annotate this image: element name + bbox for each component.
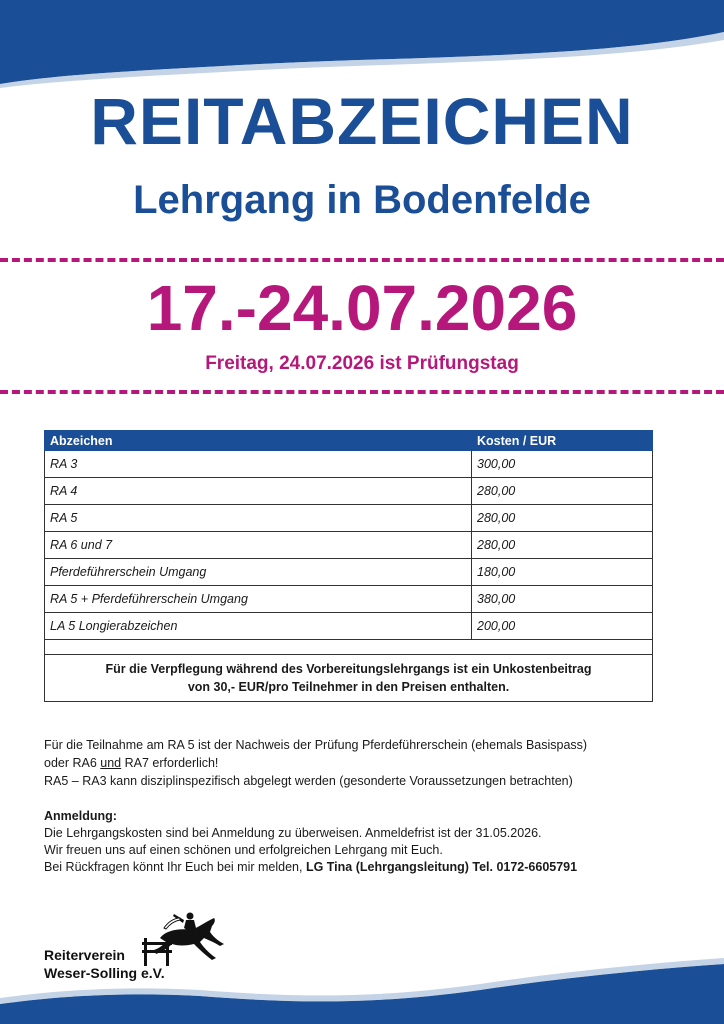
top-wave-decoration	[0, 0, 724, 90]
badge-name: LA 5 Longierabzeichen	[45, 613, 472, 640]
divider-top	[0, 258, 724, 262]
header-cost: Kosten / EUR	[472, 431, 653, 451]
info-line2	[44, 754, 684, 772]
info-line2-b: RA7 erforderlich!	[121, 756, 219, 770]
empty-cell	[45, 640, 653, 655]
badge-cost: 280,00	[472, 532, 653, 559]
info-line3: RA5 – RA3 kann disziplinspezifisch abgelegt werden (gesonderte Voraussetzungen betrachten)	[44, 774, 573, 788]
info-line1: Für die Teilnahme am RA 5 ist der Nachweis der Prüfung Pferdeführerschein (ehemals Basispass)	[44, 738, 588, 752]
badge-cost: 280,00	[472, 505, 653, 532]
club-name-line2: Weser-Solling e.V.	[44, 965, 165, 981]
badge-cost: 200,00	[472, 613, 653, 640]
table-row	[45, 613, 653, 640]
badge-name: RA 5	[45, 505, 472, 532]
table-header-row	[45, 431, 653, 451]
club-name-line1: Reiterverein	[44, 947, 125, 963]
contact-info: LG Tina (Lehrgangsleitung) Tel. 0172-6605791	[305, 860, 578, 874]
registration-line1: Die Lehrgangskosten sind bei Anmeldung zu überweisen. Anmeldefrist ist der 31.05.2026.	[44, 826, 542, 840]
table-row	[45, 532, 653, 559]
bottom-wave-decoration	[0, 934, 724, 1024]
table-note-row	[45, 655, 653, 702]
badge-name: RA 5 + Pferdeführerschein Umgang	[45, 586, 472, 613]
registration-line2: Wir freuen uns auf einen schönen und erfolgreichen Lehrgang mit Euch.	[44, 843, 443, 857]
catering-note-line1: Für die Verpflegung während des Vorbereitungslehrgangs ist ein Unkostenbeitrag	[105, 661, 592, 676]
badge-name: Pferdeführerschein Umgang	[45, 559, 472, 586]
catering-note-line2: von 30,- EUR/pro Teilnehmer in den Preisen enthalten.	[187, 680, 510, 694]
info-line2-underlined: und	[100, 756, 122, 770]
header-badge: Abzeichen	[45, 431, 472, 451]
badge-name: RA 4	[45, 478, 472, 505]
badge-cost: 300,00	[472, 451, 653, 478]
info-line2-a: oder RA6	[44, 756, 101, 770]
registration-section	[44, 808, 694, 876]
badge-cost: 280,00	[472, 478, 653, 505]
requirements-info	[44, 736, 684, 790]
registration-line3	[44, 859, 694, 876]
table-row	[45, 559, 653, 586]
registration-heading: Anmeldung:	[44, 809, 117, 823]
badge-cost: 380,00	[472, 586, 653, 613]
badge-name: RA 3	[45, 451, 472, 478]
page-subtitle: Lehrgang in Bodenfelde	[133, 178, 591, 222]
table-row-empty	[45, 640, 653, 655]
event-dates: 17.-24.07.2026	[146, 272, 578, 344]
badge-cost: 180,00	[472, 559, 653, 586]
page-title: REITABZEICHEN	[90, 84, 634, 158]
table-row	[45, 478, 653, 505]
registration-line3-a: Bei Rückfragen könnt Ihr Euch bei mir melden,	[44, 860, 306, 874]
divider-bottom	[0, 390, 724, 394]
table-row	[45, 505, 653, 532]
table-row	[45, 451, 653, 478]
exam-day-text: Freitag, 24.07.2026 ist Prüfungstag	[205, 353, 519, 374]
catering-note	[45, 655, 653, 702]
badge-name: RA 6 und 7	[45, 532, 472, 559]
price-table	[44, 430, 653, 702]
table-row	[45, 586, 653, 613]
